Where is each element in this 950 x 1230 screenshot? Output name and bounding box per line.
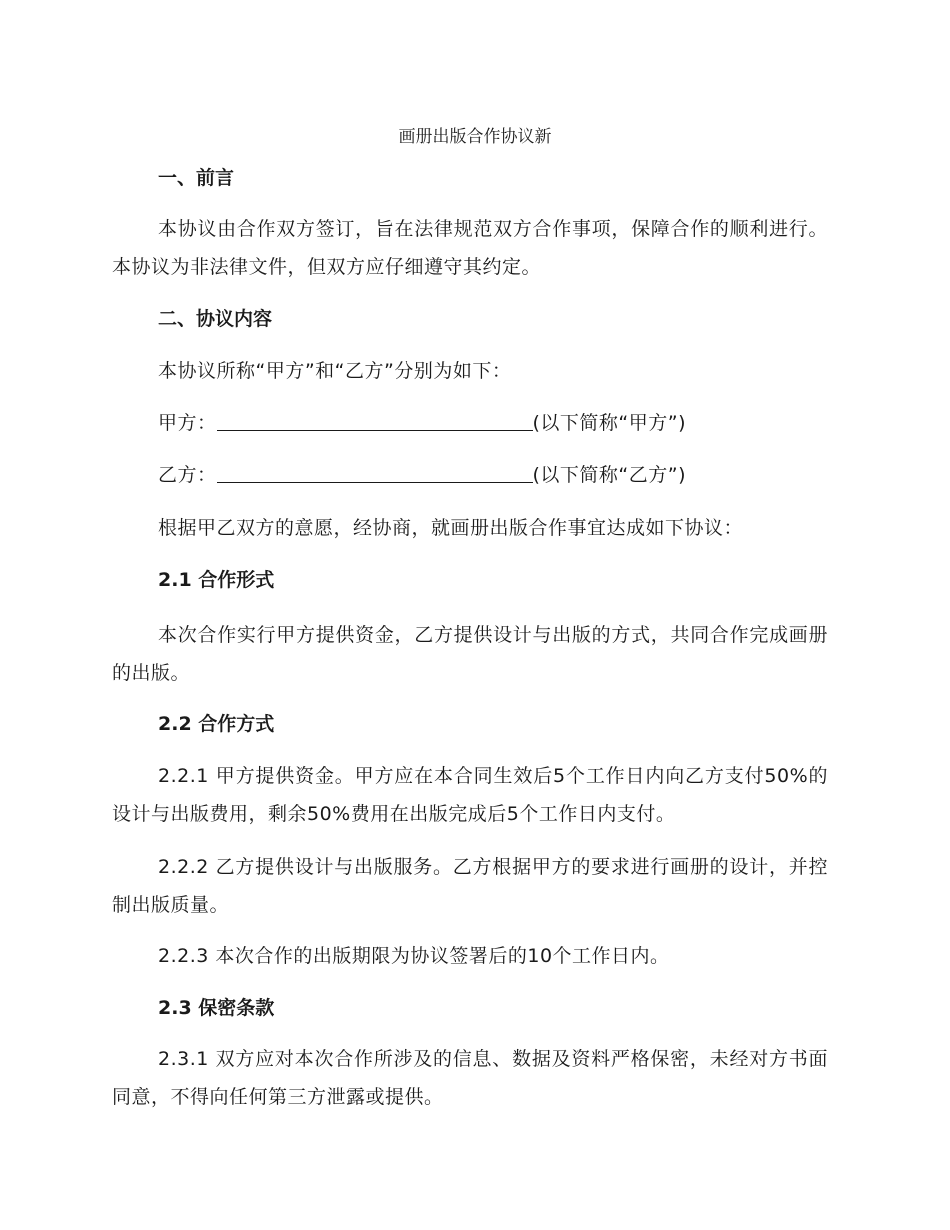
party-b-blank-field bbox=[217, 462, 533, 483]
clause-2-2-3: 2.2.3 本次合作的出版期限为协议签署后的10个工作日内。 bbox=[158, 945, 670, 967]
clause-2-2-2: 2.2.2 乙方提供设计与出版服务。乙方根据甲方的要求进行画册的设计，并控制出版质量。 bbox=[112, 856, 828, 916]
agreement-intro: 根据甲乙双方的意愿，经协商，就画册出版合作事宜达成如下协议： bbox=[158, 517, 744, 539]
preface-paragraph: 本协议由合作双方签订，旨在法律规范双方合作事项，保障合作的顺利进行。本协议为非法律文件，但双方应仔细遵守其约定。 bbox=[112, 218, 828, 278]
party-a-line bbox=[158, 409, 686, 437]
clause-2-2-1: 2.2.1 甲方提供资金。甲方应在本合同生效后5个工作日内向乙方支付50%的设计与出版费用，剩余50%费用在出版完成后5个工作日内支付。 bbox=[112, 765, 828, 825]
parties-intro: 本协议所称“甲方”和“乙方”分别为如下： bbox=[158, 360, 512, 382]
party-b-suffix: (以下简称“乙方”) bbox=[532, 464, 687, 486]
party-a-suffix: (以下简称“甲方”) bbox=[532, 412, 687, 434]
cooperation-form-paragraph: 本次合作实行甲方提供资金，乙方提供设计与出版的方式，共同合作完成画册的出版。 bbox=[112, 624, 828, 684]
section-heading-2-3: 2.3 保密条款 bbox=[158, 997, 275, 1019]
party-a-blank-field bbox=[217, 410, 533, 431]
section-heading-agreement-content: 二、协议内容 bbox=[158, 308, 273, 330]
document-title: 画册出版合作协议新 bbox=[398, 127, 552, 147]
party-a-label: 甲方： bbox=[158, 412, 217, 434]
section-heading-preface: 一、前言 bbox=[158, 167, 235, 189]
section-heading-2-2: 2.2 合作方式 bbox=[158, 713, 275, 735]
section-heading-2-1: 2.1 合作形式 bbox=[158, 569, 275, 591]
party-b-line bbox=[158, 461, 686, 489]
party-b-label: 乙方： bbox=[158, 464, 217, 486]
clause-2-3-1: 2.3.1 双方应对本次合作所涉及的信息、数据及资料严格保密，未经对方书面同意，不得向任何第三方泄露或提供。 bbox=[112, 1048, 828, 1108]
